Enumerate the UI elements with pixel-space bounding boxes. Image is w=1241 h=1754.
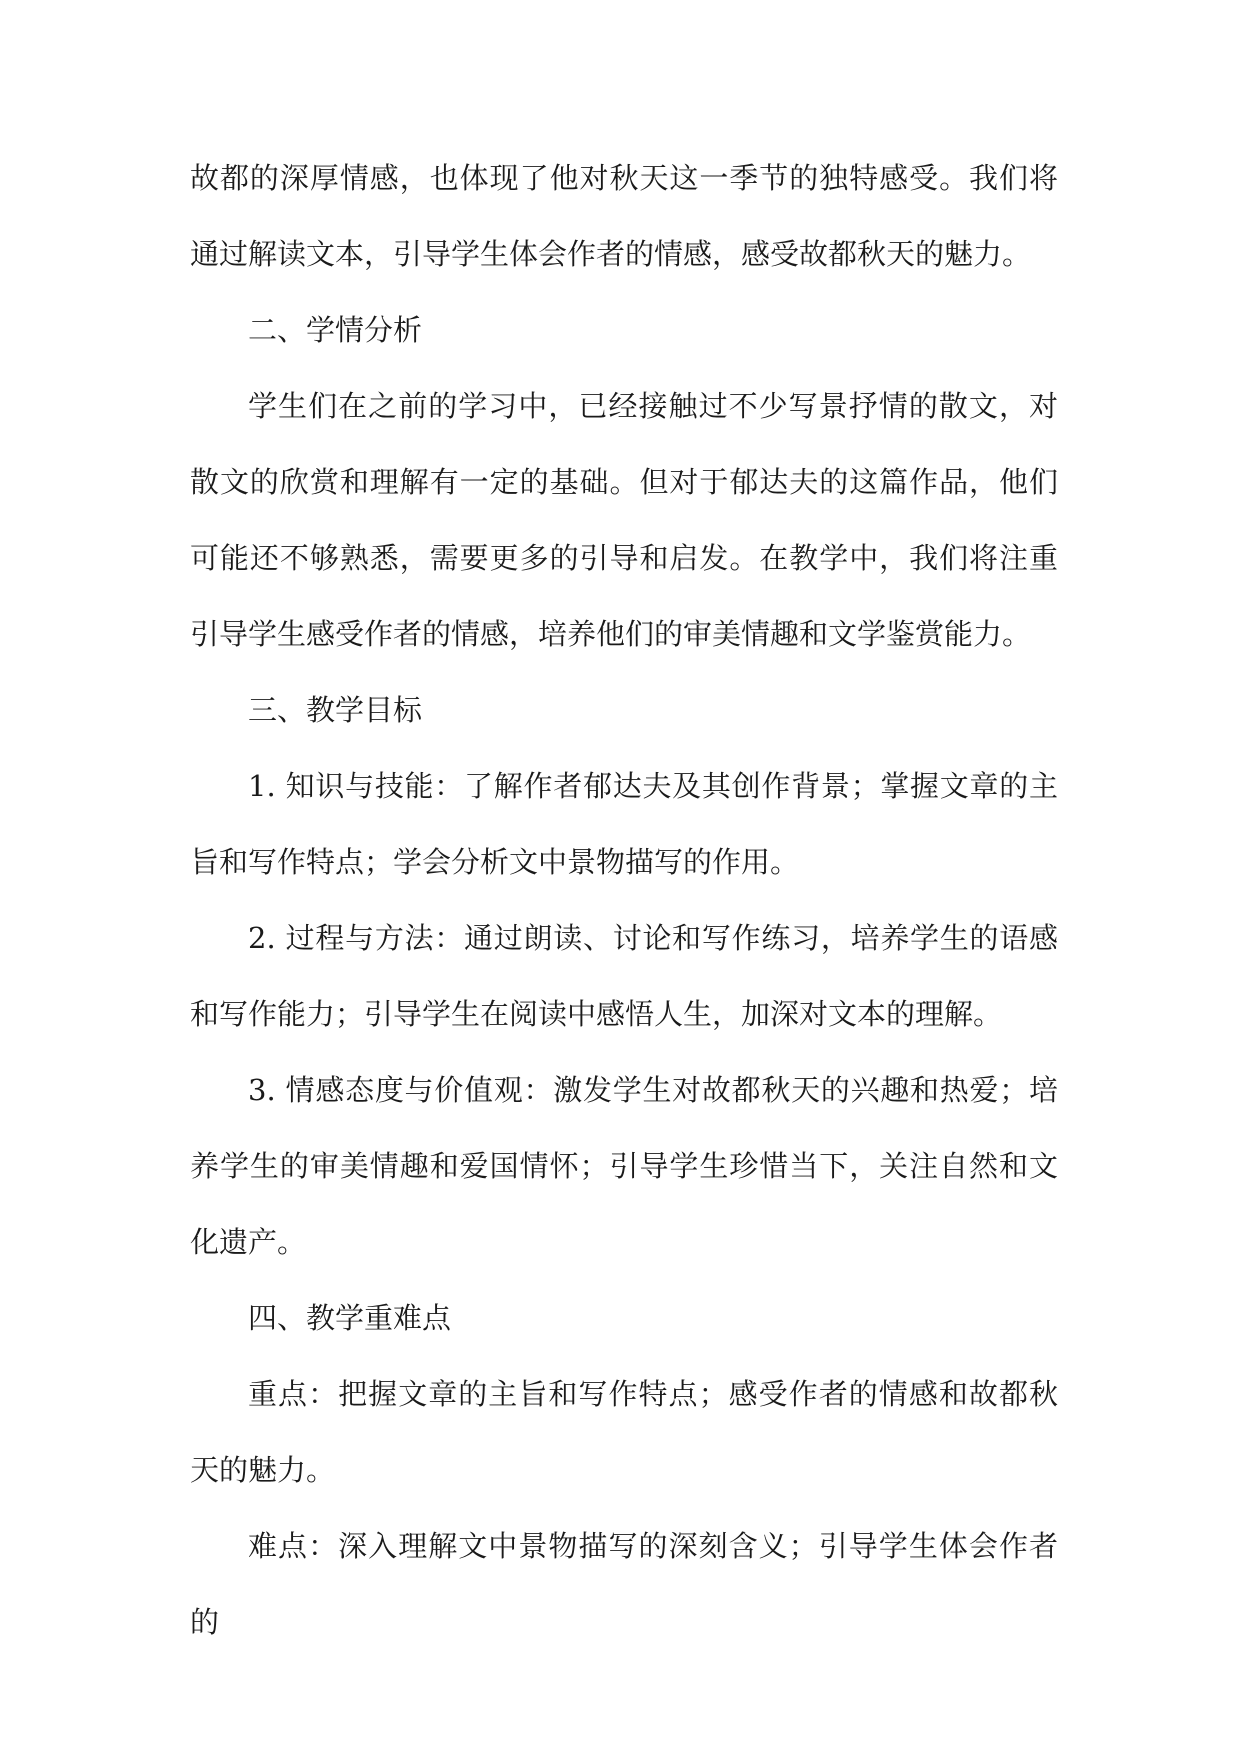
paragraph-key-point: 重点：把握文章的主旨和写作特点；感受作者的情感和故都秋天的魅力。 [190,1377,1058,1487]
paragraph-goal-process-methods: 2. 过程与方法：通过朗读、讨论和写作练习，培养学生的语感和写作能力；引导学生在阅读中感悟人生，加深对文本的理解。 [190,921,1058,1031]
section-heading-teaching-goals: 三、教学目标 [248,693,423,727]
paragraph-goal-knowledge-skills: 1. 知识与技能：了解作者郁达夫及其创作背景；掌握文章的主旨和写作特点；学会分析文中景物描写的作用。 [190,769,1058,879]
section-heading-learner-analysis: 二、学情分析 [248,313,423,347]
paragraph-learner-analysis: 学生们在之前的学习中，已经接触过不少写景抒情的散文，对散文的欣赏和理解有一定的基础。但对于郁达夫的这篇作品，他们可能还不够熟悉，需要更多的引导和启发。在教学中，我们将注重引导学生感受作者的情感，培养他们的审美情趣和文学鉴赏能力。 [190,389,1058,651]
paragraph-goal-emotion-values: 3. 情感态度与价值观：激发学生对故都秋天的兴趣和热爱；培养学生的审美情趣和爱国情怀；引导学生珍惜当下，关注自然和文化遗产。 [190,1073,1058,1259]
section-heading-key-difficult-points: 四、教学重难点 [248,1301,452,1335]
paragraph-intro-continued: 故都的深厚情感，也体现了他对秋天这一季节的独特感受。我们将通过解读文本，引导学生体会作者的情感，感受故都秋天的魅力。 [190,161,1058,271]
paragraph-difficult-point: 难点：深入理解文中景物描写的深刻含义；引导学生体会作者的 [190,1529,1058,1639]
document-body [190,140,1058,1660]
